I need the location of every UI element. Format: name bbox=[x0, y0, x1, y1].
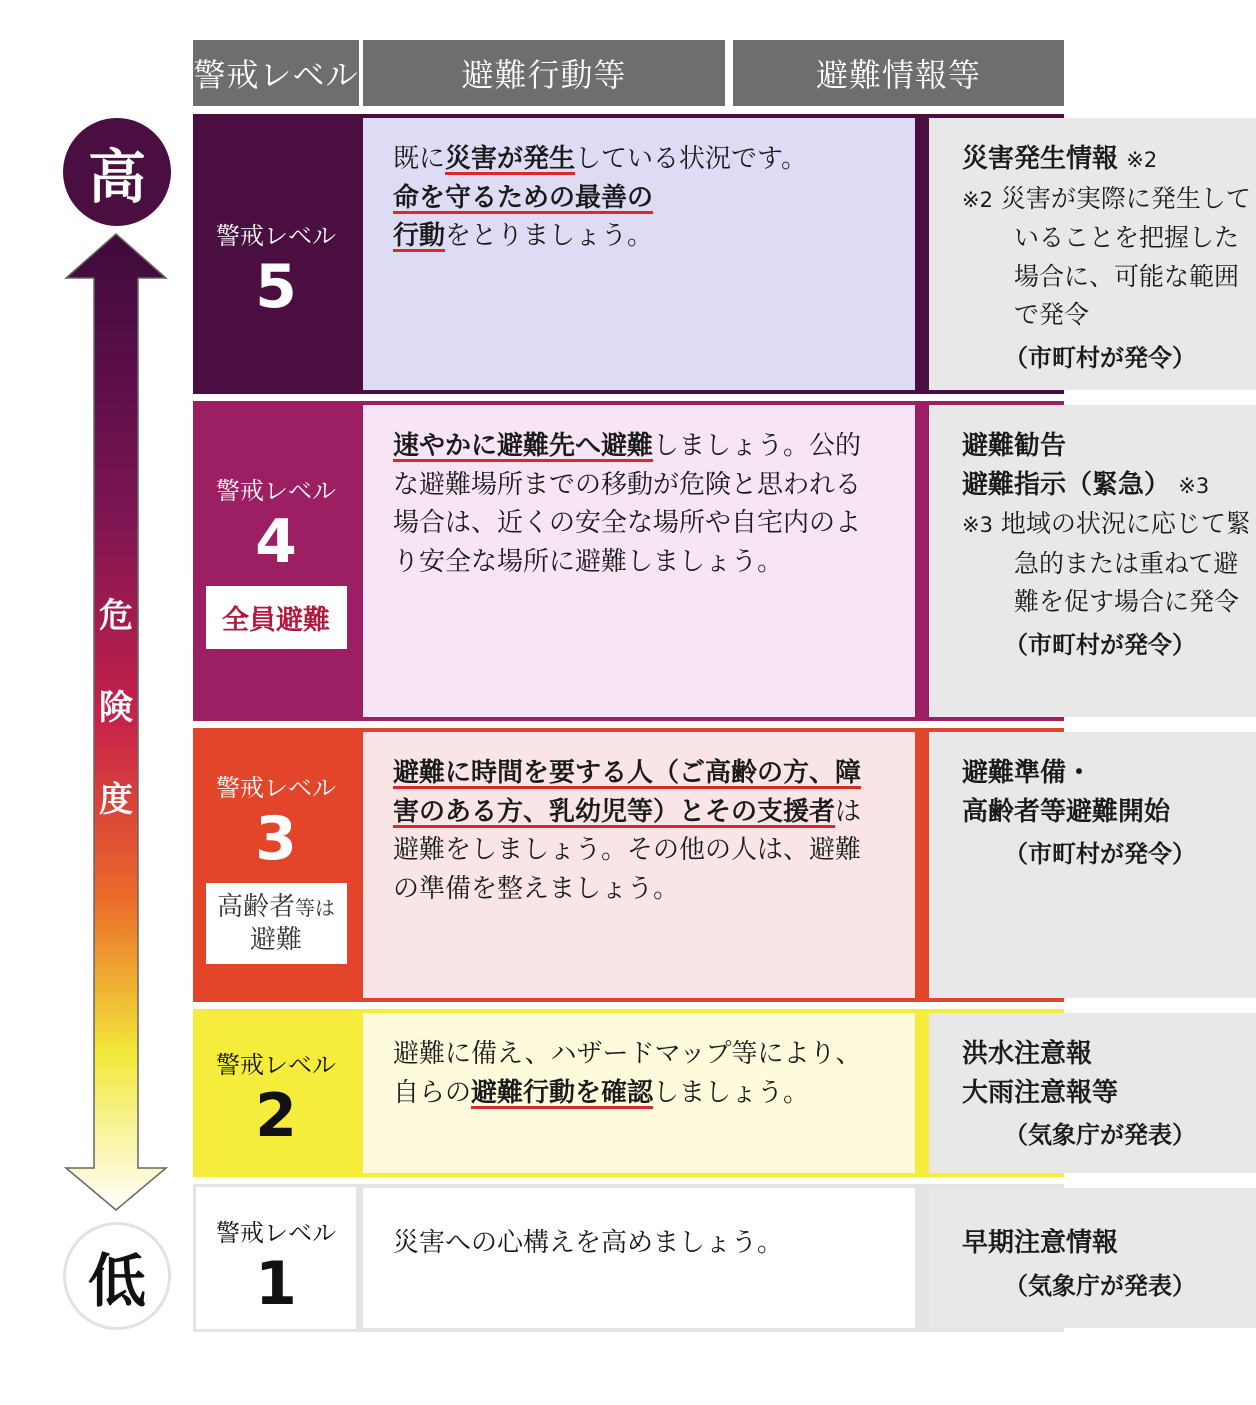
level-3-info: 避難準備・ 高齢者等避難開始 （市町村が発令） bbox=[929, 732, 1256, 998]
level-3-row bbox=[193, 728, 1196, 1002]
level-1-action: 災害への心構えを高めましょう。 bbox=[363, 1188, 915, 1328]
high-circle: 高 bbox=[63, 118, 171, 226]
level-number: 4 bbox=[255, 507, 297, 577]
level-5-action: 既に災害が発生している状況です。 命を守るための最善の 行動をとりましょう。 bbox=[363, 118, 915, 390]
level-3-action: 避難に時間を要する人（ご高齢の方、障害のある方、乳幼児等）とその支援者は避難をしましょう。その他の人は、避難の準備を整えましょう。 bbox=[363, 732, 915, 998]
danger-label-2: 険 bbox=[99, 688, 133, 728]
level-number: 5 bbox=[255, 252, 297, 322]
level-1-info: 早期注意情報 （気象庁が発表） bbox=[929, 1188, 1256, 1328]
danger-label-3: 度 bbox=[99, 780, 133, 820]
level-5-row bbox=[193, 114, 1251, 394]
level-2-info: 洪水注意報 大雨注意報等 （気象庁が発表） bbox=[929, 1013, 1256, 1173]
level-2-row bbox=[193, 1009, 1196, 1177]
status-badge: 高齢者等は 避難 bbox=[206, 883, 347, 964]
header-info: 避難情報等 bbox=[733, 40, 1064, 106]
level-4-row bbox=[193, 401, 1251, 721]
level-label: 警戒レベル bbox=[216, 774, 336, 802]
level-label: 警戒レベル bbox=[216, 1219, 336, 1247]
level-number: 3 bbox=[255, 804, 297, 874]
level-5-info: 災害発生情報 ※2 ※2 災害が実際に発生していることを把握した場合に、可能な範囲で発令 （市町村が発令） bbox=[929, 118, 1256, 390]
level-2-action: 避難に備え、ハザードマップ等により、自らの避難行動を確認しましょう。 bbox=[363, 1013, 915, 1173]
low-circle: 低 bbox=[63, 1222, 171, 1330]
status-badge: 全員避難 bbox=[206, 586, 347, 649]
level-1-row bbox=[193, 1184, 1196, 1332]
level-label: 警戒レベル bbox=[216, 222, 336, 250]
level-number: 2 bbox=[255, 1081, 297, 1151]
level-4-info: 避難勧告 避難指示（緊急） ※3 ※3 地域の状況に応じて緊急的または重ねて避難を促す場合に発令 （市町村が発令） bbox=[929, 405, 1256, 717]
header-action: 避難行動等 bbox=[363, 40, 725, 106]
level-number: 1 bbox=[255, 1249, 297, 1319]
level-label: 警戒レベル bbox=[216, 1051, 336, 1079]
danger-label-1: 危 bbox=[99, 596, 133, 636]
level-4-action: 速やかに避難先へ避難しましょう。公的な避難場所までの移動が危険と思われる場合は、近くの安全な場所や自宅内のより安全な場所に避難しましょう。 bbox=[363, 405, 915, 717]
header-level: 警戒レベル bbox=[193, 40, 359, 106]
level-label: 警戒レベル bbox=[216, 477, 336, 505]
